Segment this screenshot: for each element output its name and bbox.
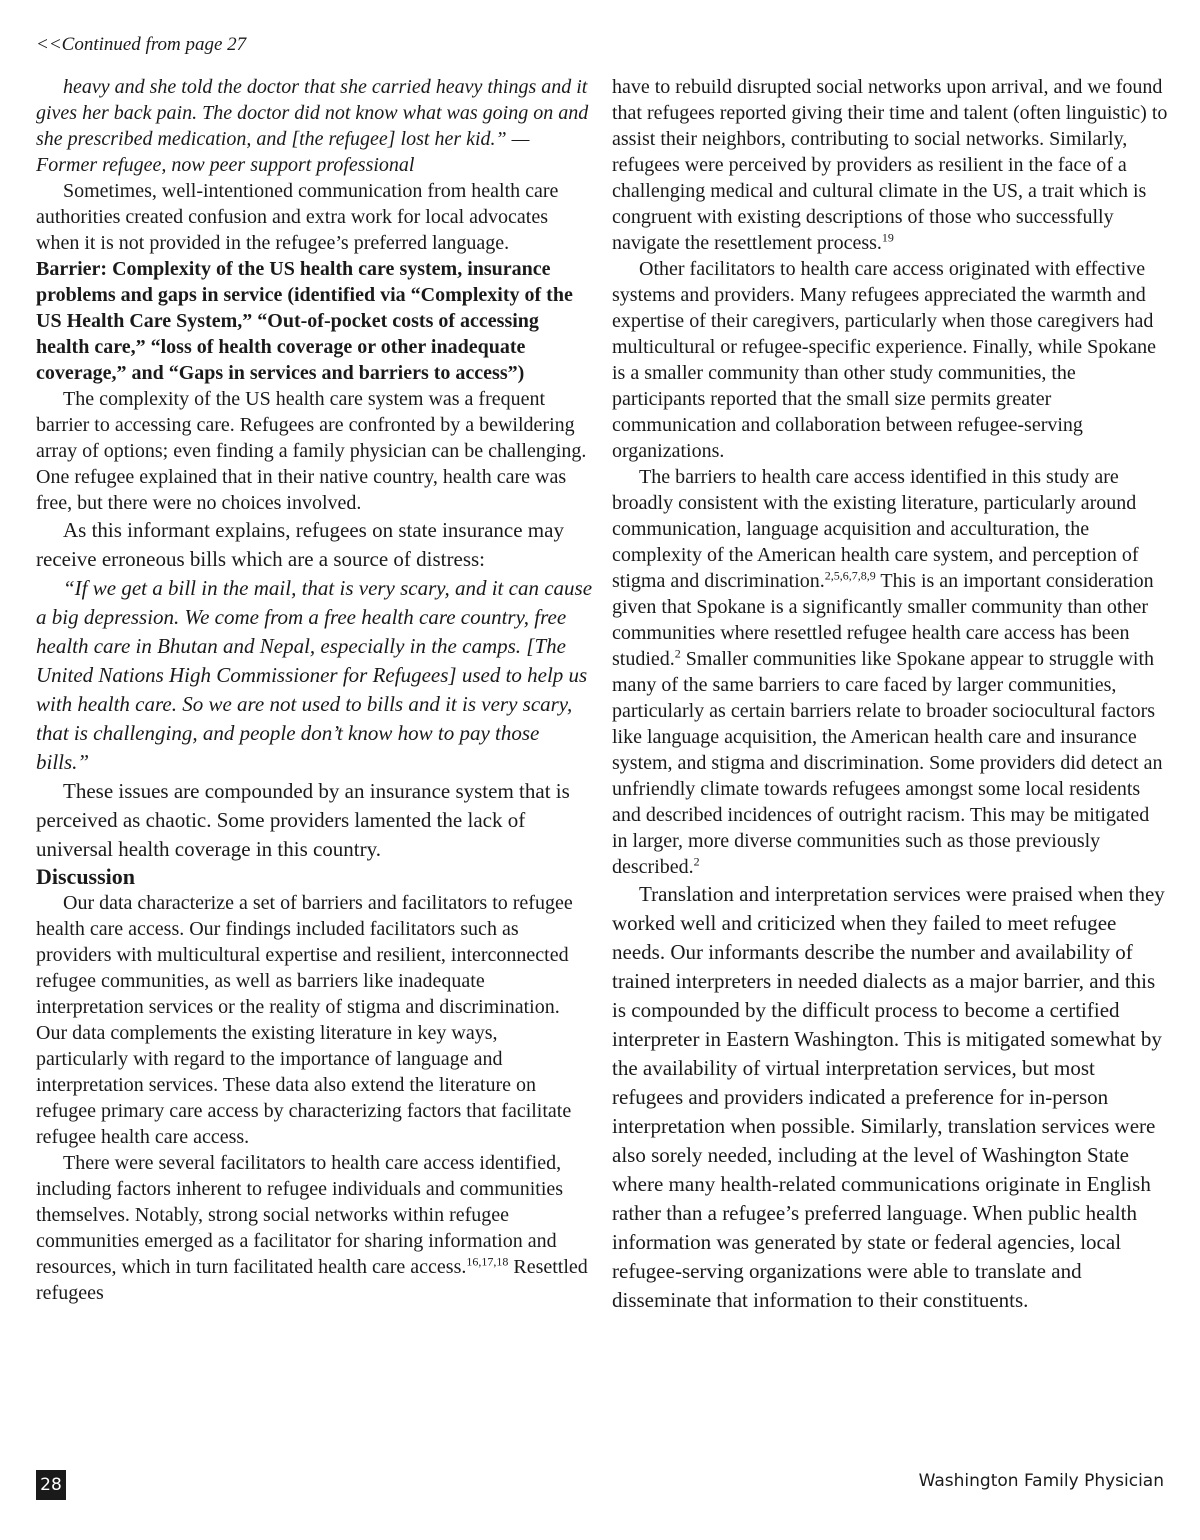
paragraph-text: Smaller communities like Spokane appear to struggle with many of the same barriers to care faced by larger communities, particularly as certain barriers relate to broader sociocultural factors like language acquisition, the American health care and insurance system, and stigma and discrimination. Some providers did detect an unfriendly climate towards refugees amongst some local residents and described incidences of outright racism. This may be mitigated in larger, more diverse communities such as those previously described. [612,648,1163,878]
page-number: 28 [36,1470,66,1500]
quote-continuation: heavy and she told the doctor that she carried heavy things and it gives her back pain. The doctor did not know what was going on and she prescribed medication, and [the refugee] lost her kid.” — Former refugee, now peer support professional [36,76,589,176]
continued-from-note: <<Continued from page 27 [36,34,247,55]
paragraph-text: This is an important consideration given that Spokane is a significantly smaller community than other communities where resettled refugee health care access has been studied. [612,570,1154,670]
paragraph: Sometimes, well-intentioned communication from health care authorities created confusion and extra work for local advocates when it is not provided in the refugee’s preferred language. [36,180,559,254]
right-column [612,74,1168,1315]
paragraph [36,1150,592,1306]
paragraph: These issues are compounded by an insurance system that is perceived as chaotic. Some providers lamented the lack of universal health coverage in this country. [36,779,570,861]
paragraph: Our data characterize a set of barriers and facilitators to refugee health care access. Our findings included facilitators such as providers with multicultural expertise and resilient, interconnected refugee communities, as well as barriers like inadequate interpretation services or the reality of stigma and discrimination. Our data complements the existing literature in key ways, particularly with regard to the importance of language and interpretation services. These data also extend the literature on refugee primary care access by characterizing factors that facilitate refugee health care access. [36,892,573,1148]
citation: 2 [674,646,681,661]
barrier-heading: Barrier: Complexity of the US health care system, insurance problems and gaps in service (identified via “Complexity of the US Health Care System,” “Out-of-pocket costs of accessing health care,” “loss of health coverage or other inadequate coverage,” and “Gaps in services and barriers to access”) [36,258,573,384]
paragraph-text: have to rebuild disrupted social networks upon arrival, and we found that refugees reported giving their time and talent (often linguistic) to assist their neighbors, contributing to social networks. Similarly, refugees were perceived by providers as resilient in the face of a challenging medical and cultural climate in the US, a trait which is congruent with existing descriptions of those who successfully navigate the resettlement process. [612,76,1168,254]
paragraph-text: The barriers to health care access identified in this study are broadly consistent with the existing literature, particularly around communication, language acquisition and acculturation, the complexity of the American health care system, and perception of stigma and discrimination. [612,466,1139,592]
citation: 2 [693,854,700,869]
paragraph [612,74,1168,256]
discussion-heading: Discussion [36,864,136,889]
paragraph: Other facilitators to health care access originated with effective systems and providers. Many refugees appreciated the warmth and expertise of their caregivers, particularly when those caregivers had multicultural or refugee-specific experience. Finally, while Spokane is a smaller community than other study communities, the participants reported that the small size permits greater communication and collaboration between refugee-serving organizations. [612,258,1157,462]
citation: 2,5,6,7,8,9 [824,568,876,583]
left-column [36,74,592,1306]
paragraph: Translation and interpretation services were praised when they worked well and criticized when they failed to meet refugee needs. Our informants describe the number and availability of trained interpreters in needed dialects as a major barrier, and this is compounded by the difficult process to become a certified interpreter in Eastern Washington. This is mitigated somewhat by the availability of virtual interpretation services, but most refugees and providers indicated a preference for in-person interpretation when possible. Similarly, translation services were also sorely needed, including at the level of Washington State where many health-related communications originate in English rather than a refugee’s preferred language. When public health information was generated by state or federal agencies, local refugee-serving organizations were able to translate and disseminate that information to their constituents. [612,882,1165,1312]
refugee-quote: “If we get a bill in the mail, that is very scary, and it can cause a big depression. We come from a free health care country, free health care in Bhutan and Nepal, especially in the camps. [The United Nations High Commissioner for Refugees] used to help us with health care. So we are not used to bills and it is very scary, that is challenging, and people don’t know how to pay those bills.” [36,576,593,774]
paragraph [612,464,1168,880]
paragraph: As this informant explains, refugees on state insurance may receive erroneous bills which are a source of distress: [36,518,564,571]
paragraph-text: There were several facilitators to health care access identified, including factors inherent to refugee individuals and communities themselves. Notably, strong social networks within refugee communities emerged as a facilitator for sharing information and resources, which in turn facilitated health care access. [36,1152,564,1278]
citation: 19 [881,230,894,245]
journal-name: Washington Family Physician [918,1471,1164,1491]
citation: 16,17,18 [466,1254,509,1269]
paragraph: The complexity of the US health care system was a frequent barrier to accessing care. Refugees are confronted by a bewildering array of options; even finding a family physician can be challenging. One refugee explained that in their native country, health care was free, but there were no choices involved. [36,388,587,514]
paragraph-text: Resettled refugees [36,1256,588,1304]
